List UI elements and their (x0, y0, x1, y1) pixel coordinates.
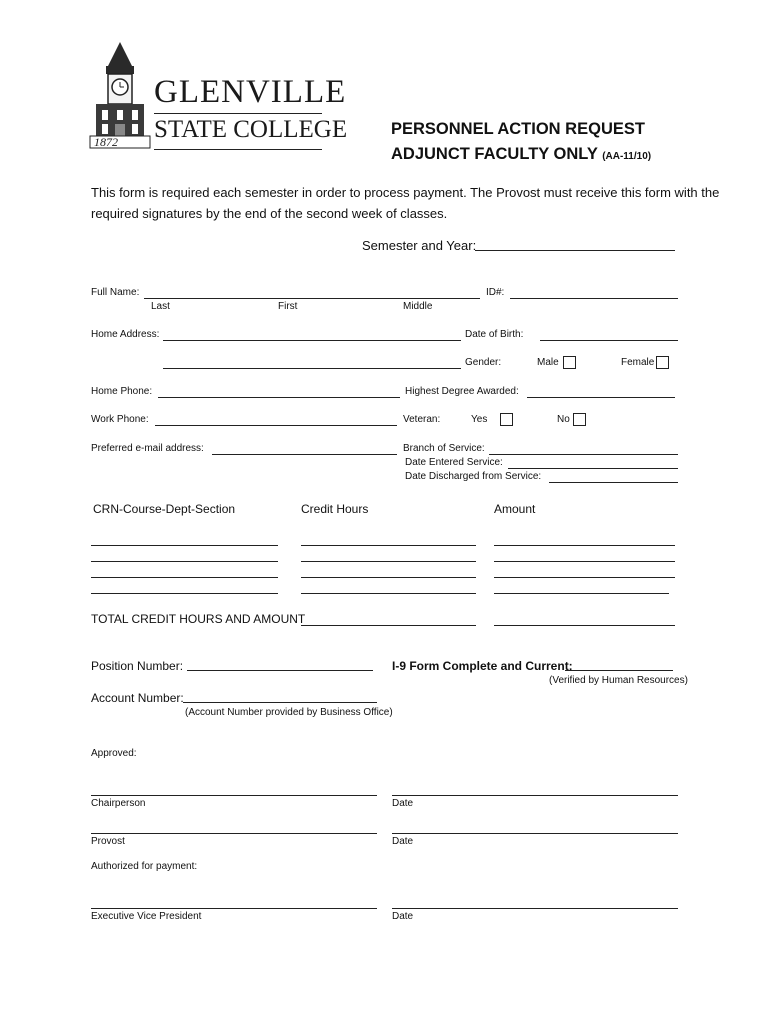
amount-field[interactable] (494, 545, 675, 546)
provost-date-label: Date (392, 836, 414, 847)
approved-label: Approved: (91, 748, 137, 759)
veteran-label: Veteran: (403, 414, 441, 425)
evp-signature-field[interactable] (91, 908, 377, 909)
email-label: Preferred e-mail address: (91, 443, 204, 454)
dob-field[interactable] (540, 340, 678, 341)
account-number-field[interactable] (183, 702, 377, 703)
crn-column-header: CRN-Course-Dept-Section (93, 502, 236, 516)
provost-date-field[interactable] (392, 833, 678, 834)
home-phone-label: Home Phone: (91, 386, 153, 397)
account-number-note: (Account Number provided by Business Office) (185, 707, 393, 718)
intro-line-1: This form is required each semester in order to process payment. The Provost must receive this form with the (91, 185, 720, 200)
i9-field[interactable] (565, 670, 673, 671)
last-sublabel: Last (151, 301, 170, 312)
crn-field[interactable] (91, 545, 278, 546)
home-address-label: Home Address: (91, 329, 160, 340)
home-phone-field[interactable] (158, 397, 400, 398)
email-field[interactable] (212, 454, 397, 455)
work-phone-label: Work Phone: (91, 414, 149, 425)
date-discharged-label: Date Discharged from Service: (405, 471, 542, 482)
branch-label: Branch of Service: (403, 443, 485, 454)
date-entered-label: Date Entered Service: (405, 457, 503, 468)
clock-tower-icon (88, 40, 152, 150)
home-address-line2-field[interactable] (163, 368, 461, 369)
veteran-no-label: No (557, 414, 570, 425)
provost-label: Provost (91, 836, 125, 847)
id-label: ID#: (486, 287, 505, 298)
crn-field[interactable] (91, 561, 278, 562)
full-name-field[interactable] (144, 298, 480, 299)
veteran-no-checkbox[interactable] (573, 413, 586, 426)
dob-label: Date of Birth: (465, 329, 524, 340)
amount-field[interactable] (494, 577, 675, 578)
veteran-yes-label: Yes (471, 414, 488, 425)
form-subtitle: ADJUNCT FACULTY ONLY (AA-11/10) (391, 145, 652, 163)
date-entered-field[interactable] (508, 468, 678, 469)
i9-label: I-9 Form Complete and Current: (392, 659, 573, 673)
chairperson-label: Chairperson (91, 798, 146, 809)
middle-sublabel: Middle (403, 301, 433, 312)
chairperson-signature-field[interactable] (91, 795, 377, 796)
semester-field[interactable] (475, 250, 675, 251)
gender-label: Gender: (465, 357, 502, 368)
credit-hours-field[interactable] (301, 577, 476, 578)
work-phone-field[interactable] (155, 425, 397, 426)
form-title: PERSONNEL ACTION REQUEST (391, 120, 645, 138)
intro-line-2: required signatures by the end of the second week of classes. (91, 206, 448, 221)
date-discharged-field[interactable] (549, 482, 678, 483)
total-label: TOTAL CREDIT HOURS AND AMOUNT (91, 612, 306, 626)
male-label: Male (537, 357, 559, 368)
credit-hours-field[interactable] (301, 545, 476, 546)
credit-hours-field[interactable] (301, 561, 476, 562)
credit-hours-column-header: Credit Hours (301, 502, 369, 516)
logo-year: 1872 (94, 135, 118, 149)
logo-line2: STATE COLLEGE (154, 116, 348, 143)
full-name-label: Full Name: (91, 287, 140, 298)
female-label: Female (621, 357, 655, 368)
evp-label: Executive Vice President (91, 911, 202, 922)
crn-field[interactable] (91, 593, 278, 594)
logo-line1: GLENVILLE (154, 74, 347, 110)
provost-signature-field[interactable] (91, 833, 377, 834)
branch-field[interactable] (489, 454, 678, 455)
total-credit-hours-field[interactable] (301, 625, 476, 626)
chairperson-date-label: Date (392, 798, 414, 809)
id-field[interactable] (510, 298, 678, 299)
semester-label: Semester and Year: (362, 238, 477, 253)
chairperson-date-field[interactable] (392, 795, 678, 796)
male-checkbox[interactable] (563, 356, 576, 369)
authorized-label: Authorized for payment: (91, 861, 198, 872)
credit-hours-field[interactable] (301, 593, 476, 594)
amount-field[interactable] (494, 561, 675, 562)
highest-degree-label: Highest Degree Awarded: (405, 386, 519, 397)
account-number-label: Account Number: (91, 691, 184, 705)
first-sublabel: First (278, 301, 298, 312)
position-number-label: Position Number: (91, 659, 184, 673)
veteran-yes-checkbox[interactable] (500, 413, 513, 426)
crn-field[interactable] (91, 577, 278, 578)
amount-field[interactable] (494, 593, 669, 594)
total-amount-field[interactable] (494, 625, 675, 626)
female-checkbox[interactable] (656, 356, 669, 369)
evp-date-field[interactable] (392, 908, 678, 909)
position-number-field[interactable] (187, 670, 373, 671)
evp-date-label: Date (392, 911, 414, 922)
i9-note: (Verified by Human Resources) (549, 675, 688, 686)
form-code: (AA-11/10) (602, 151, 652, 162)
home-address-field[interactable] (163, 340, 461, 341)
highest-degree-field[interactable] (527, 397, 675, 398)
amount-column-header: Amount (494, 502, 536, 516)
